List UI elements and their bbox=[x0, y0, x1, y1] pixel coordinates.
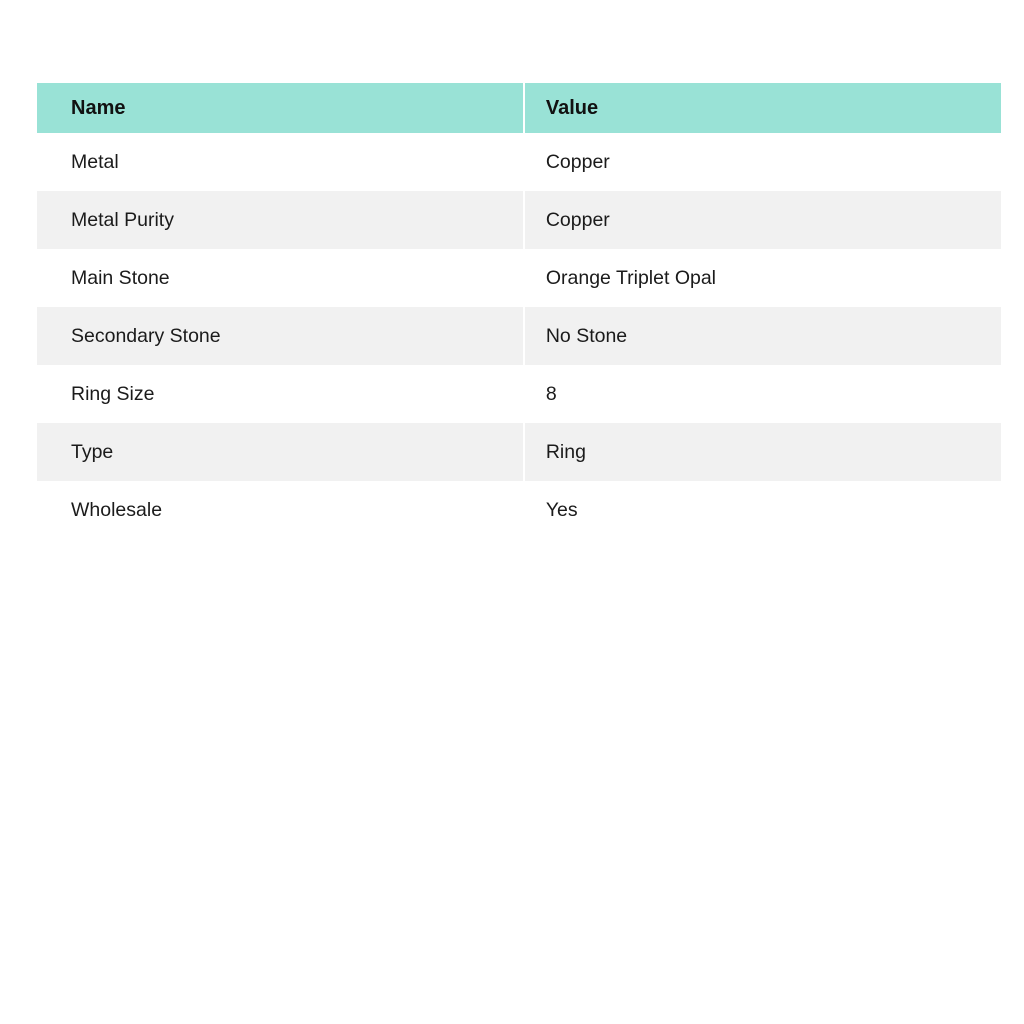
table-row bbox=[37, 307, 1001, 365]
attribute-name-cell: Main Stone bbox=[71, 266, 170, 289]
attribute-value-cell: 8 bbox=[523, 365, 1001, 423]
table-row bbox=[37, 249, 1001, 307]
attribute-value-cell: Orange Triplet Opal bbox=[523, 249, 1001, 307]
attribute-value-cell: Copper bbox=[523, 191, 1001, 249]
attribute-name-cell: Type bbox=[71, 440, 114, 463]
table-body bbox=[37, 133, 1001, 539]
attribute-name-cell: Ring Size bbox=[71, 382, 155, 405]
attribute-name-cell: Metal bbox=[71, 150, 119, 173]
attribute-value-cell: Copper bbox=[523, 133, 1001, 191]
attribute-name-cell: Metal Purity bbox=[71, 208, 174, 231]
attribute-value-cell: Ring bbox=[523, 423, 1001, 481]
header-cell-value: Value bbox=[523, 83, 1001, 133]
attribute-value-cell: No Stone bbox=[523, 307, 1001, 365]
product-attributes-table bbox=[37, 83, 1001, 539]
table-row bbox=[37, 481, 1001, 539]
attribute-name-cell: Wholesale bbox=[71, 498, 163, 521]
table-row bbox=[37, 423, 1001, 481]
table-row bbox=[37, 133, 1001, 191]
attribute-name-cell: Secondary Stone bbox=[71, 324, 221, 347]
table-header-row bbox=[37, 83, 1001, 133]
header-cell-name: Name bbox=[71, 96, 126, 119]
table-row bbox=[37, 191, 1001, 249]
attribute-value-cell: Yes bbox=[523, 481, 1001, 539]
table-row bbox=[37, 365, 1001, 423]
